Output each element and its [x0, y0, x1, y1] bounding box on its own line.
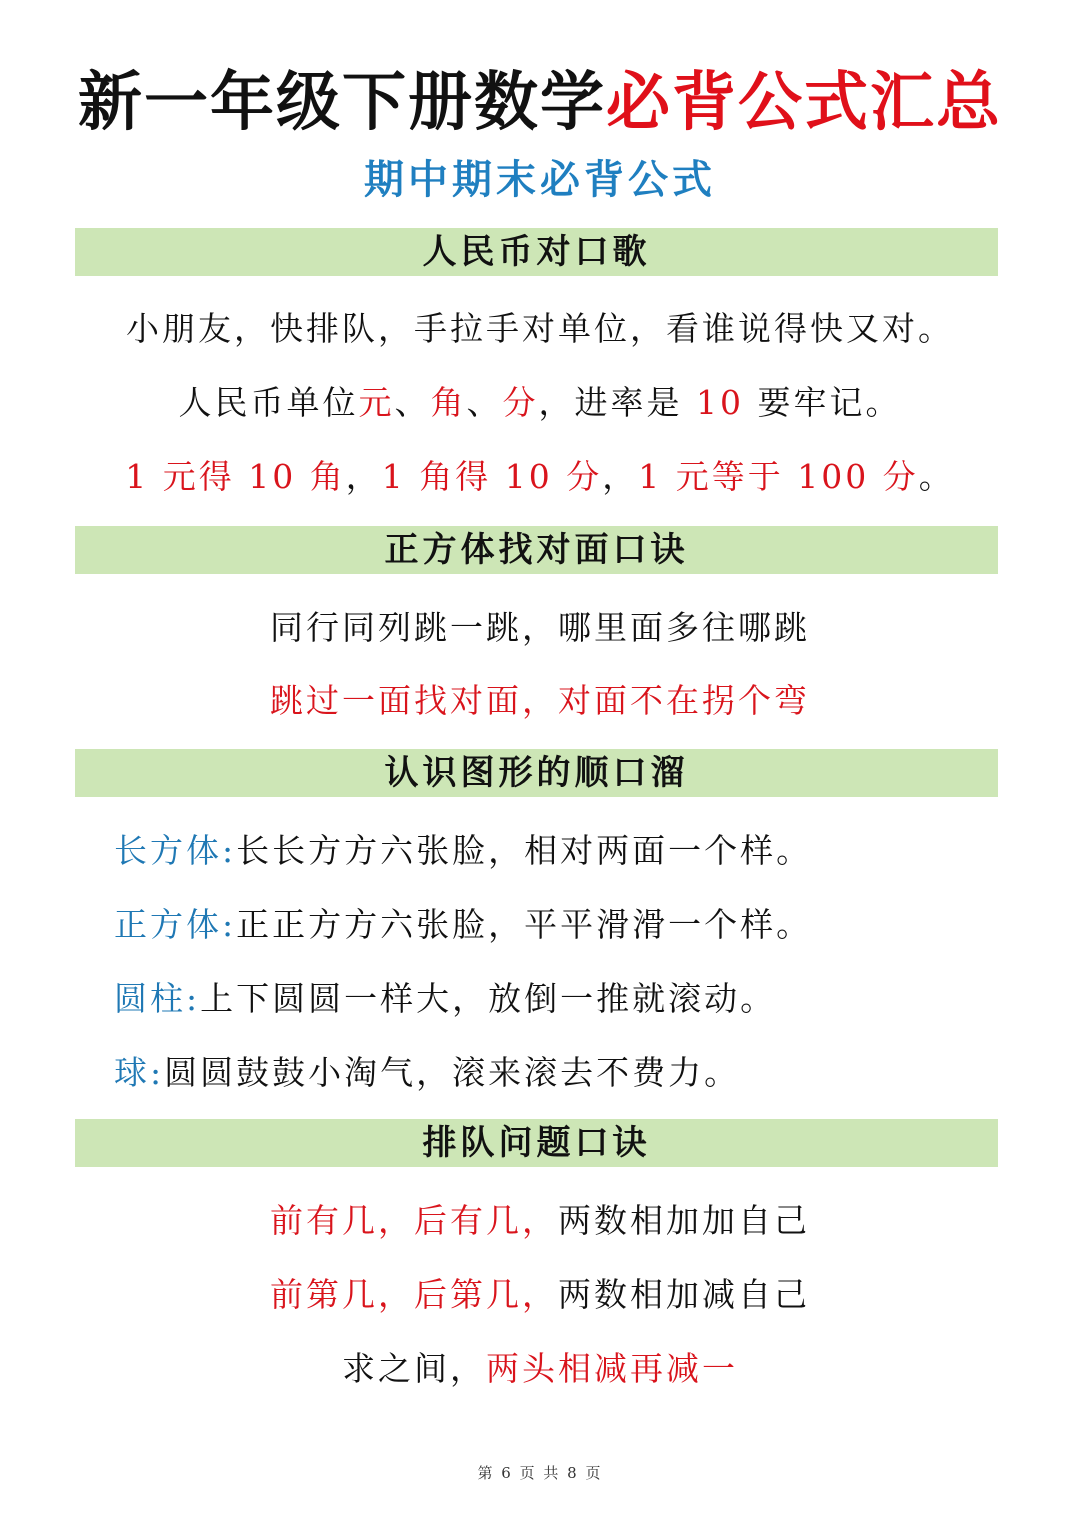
- rmb-line-2: [0, 378, 1080, 428]
- section-heading-rmb: 人民币对口歌: [75, 228, 998, 276]
- seg: 。: [918, 457, 955, 496]
- seg: ，进率是: [538, 383, 696, 422]
- seg: 要牢记。: [744, 383, 902, 422]
- page-subtitle: 期中期末必背公式: [364, 157, 716, 203]
- seg: 、: [394, 383, 431, 422]
- seg: 同行同列跳一跳，哪里面多往哪跳: [270, 608, 810, 647]
- rmb-line-1: [0, 304, 1080, 354]
- seg: 1 元等于 100 分: [638, 457, 919, 496]
- rmb-line-3: [0, 452, 1080, 502]
- seg: 人民币单位: [178, 383, 359, 422]
- section-heading-queue: 排队问题口诀: [75, 1119, 998, 1167]
- queue-line-3: [0, 1344, 1080, 1394]
- cube-line-2: [0, 676, 1080, 726]
- seg: 跳过一面找对面，对面不在拐个弯: [270, 681, 810, 720]
- shapes-line-4: [114, 1048, 1054, 1098]
- seg: 长方体:: [114, 831, 237, 870]
- seg: 上下圆圆一样大，放倒一推就滚动。: [200, 979, 777, 1018]
- seg: 1 角得 10 分: [381, 457, 603, 496]
- seg: 10: [696, 383, 744, 422]
- title-part-red: 必背公式汇总: [606, 66, 1002, 140]
- seg: 两数相加减自己: [558, 1275, 810, 1314]
- seg: 长长方方六张脸，相对两面一个样。: [236, 831, 813, 870]
- shapes-line-2: [114, 900, 1054, 950]
- section-heading-cube: 正方体找对面口诀: [75, 526, 998, 574]
- seg: 圆柱:: [114, 979, 201, 1018]
- seg: 元: [358, 383, 395, 422]
- seg: 两头相减再减一: [486, 1349, 738, 1388]
- seg: 1 元得 10 角: [125, 457, 346, 496]
- seg: 前有几，后有几，: [270, 1201, 558, 1240]
- seg: 前第几，后第几，: [270, 1275, 558, 1314]
- queue-line-1: [0, 1196, 1080, 1246]
- seg: 求之间，: [342, 1349, 486, 1388]
- seg: ，: [345, 457, 382, 496]
- shapes-line-1: [114, 826, 1054, 876]
- seg: 分: [502, 383, 539, 422]
- seg: ，: [602, 457, 639, 496]
- page-number: 第 6 页 共 8 页: [477, 1464, 603, 1482]
- page-title: [0, 58, 1080, 148]
- title-part-black: 新一年级下册数学: [78, 66, 606, 140]
- queue-line-2: [0, 1270, 1080, 1320]
- seg: 圆圆鼓鼓小淘气，滚来滚去不费力。: [164, 1053, 741, 1092]
- seg: 球:: [114, 1053, 165, 1092]
- cube-line-1: [0, 603, 1080, 653]
- seg: 正正方方六张脸，平平滑滑一个样。: [236, 905, 813, 944]
- seg: 、: [466, 383, 503, 422]
- seg: 正方体:: [114, 905, 237, 944]
- shapes-line-3: [114, 974, 1054, 1024]
- seg: 角: [430, 383, 467, 422]
- section-heading-shapes: 认识图形的顺口溜: [75, 749, 998, 797]
- seg: 两数相加加自己: [558, 1201, 810, 1240]
- rmb-line-1-text: 小朋友，快排队，手拉手对单位，看谁说得快又对。: [126, 309, 954, 348]
